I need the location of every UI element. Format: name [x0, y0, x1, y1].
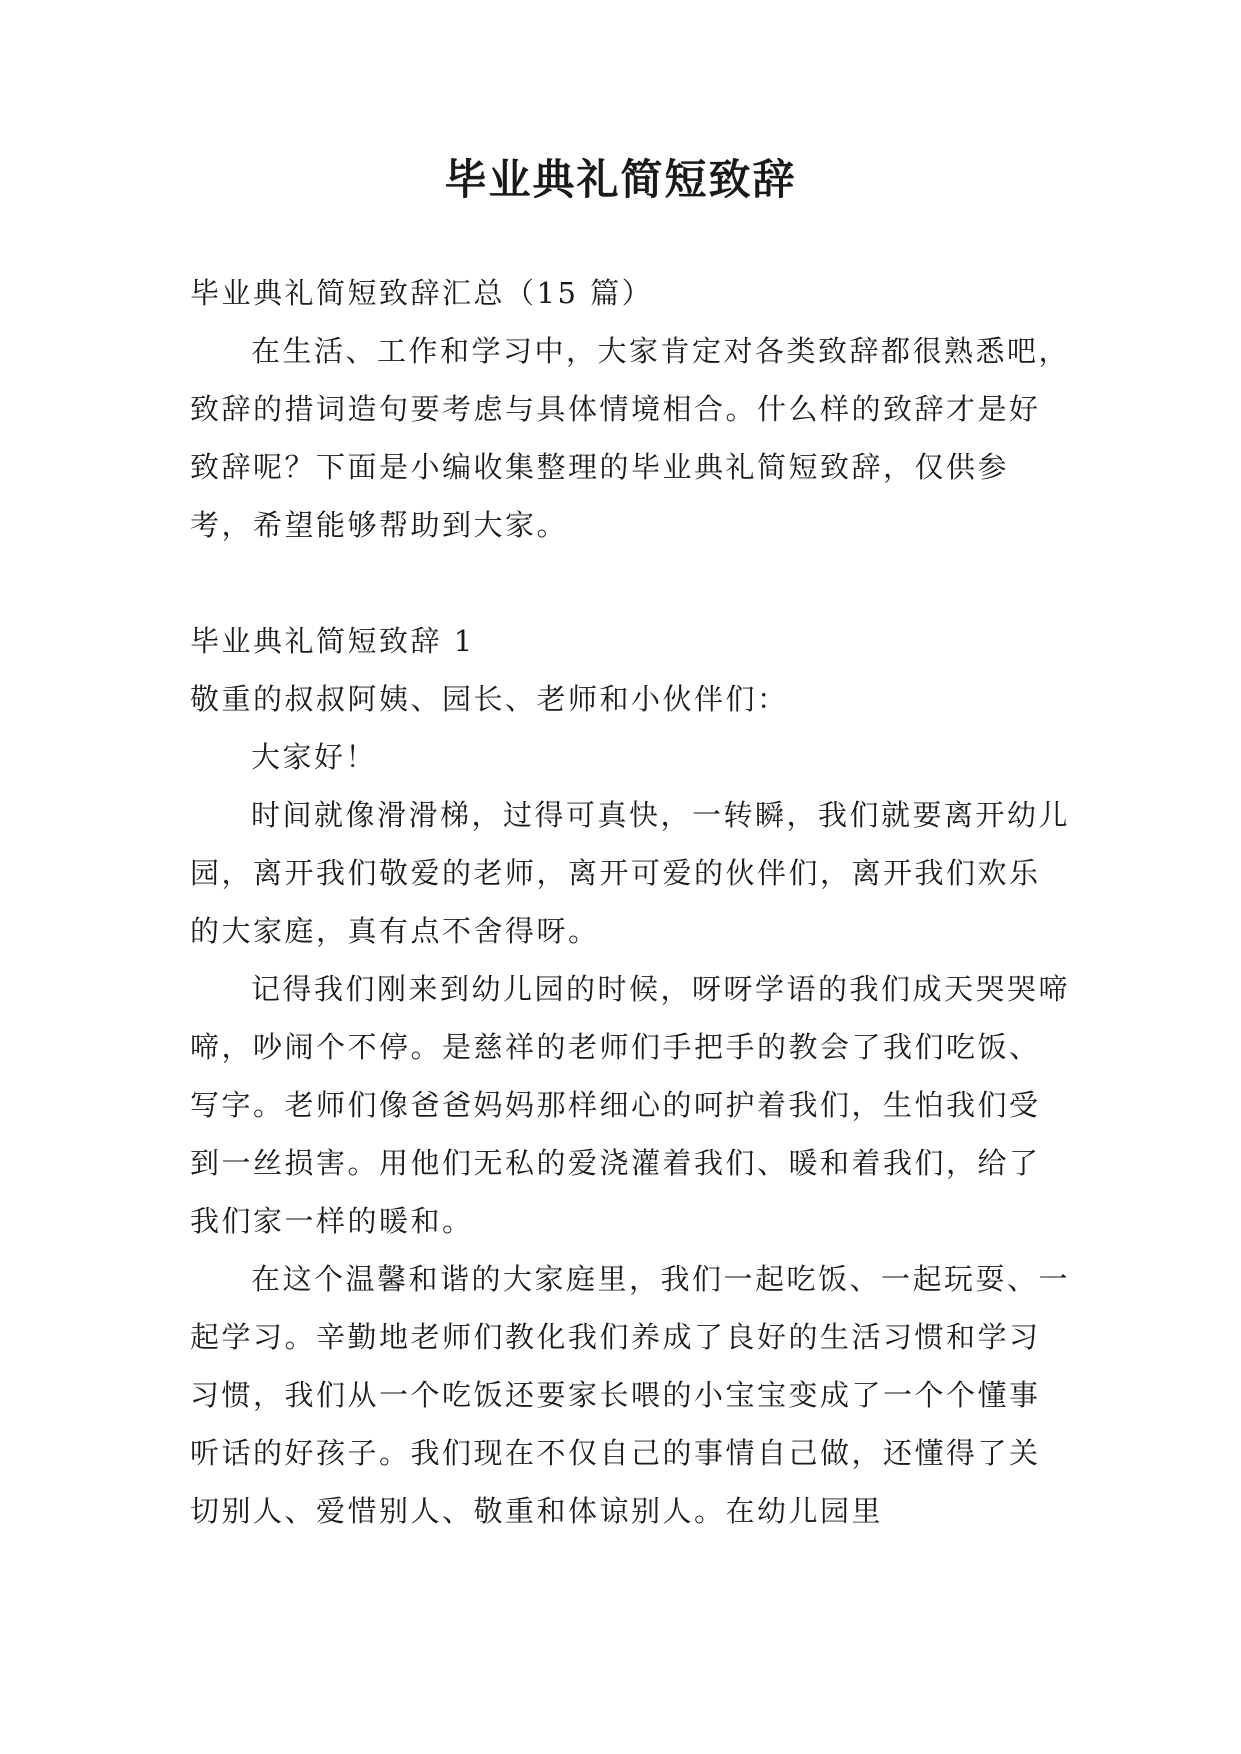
greeting: 大家好！: [251, 740, 378, 774]
body-paragraph: 记得我们刚来到幼儿园的时候，呀呀学语的我们成天哭哭啼啼，吵闹个不停。是慈祥的老师们手把手的教会了我们吃饭、写字。老师们像爸爸妈妈那样细心的呵护着我们，生怕我们受到一丝损害。用他们无私的爱浇灌着我们、暖和着我们，给了我们家一样的暖和。: [190, 972, 1071, 1238]
body-paragraph: 在这个温馨和谐的大家庭里，我们一起吃饭、一起玩耍、一起学习。辛勤地老师们教化我们养成了良好的生活习惯和学习习惯，我们从一个吃饭还要家长喂的小宝宝变成了一个个懂事听话的好孩子。我们现在不仅自己的事情自己做，还懂得了关切别人、爱惜别人、敬重和体谅别人。在幼儿园里: [190, 1262, 1071, 1528]
salutation: 敬重的叔叔阿姨、园长、老师和小伙伴们：: [190, 682, 789, 716]
intro-paragraph: 在生活、工作和学习中，大家肯定对各类致辞都很熟悉吧，致辞的措词造句要考虑与具体情境相合。什么样的致辞才是好致辞呢？下面是小编收集整理的毕业典礼简短致辞，仅供参考，希望能够帮助到大家。: [190, 334, 1071, 542]
body-paragraph: 时间就像滑滑梯，过得可真快，一转瞬，我们就要离开幼儿园，离开我们敬爱的老师，离开可爱的伙伴们，离开我们欢乐的大家庭，真有点不舍得呀。: [190, 798, 1071, 948]
document-title: 毕业典礼简短致辞: [444, 155, 797, 204]
section-heading: 毕业典礼简短致辞 1: [190, 624, 475, 658]
document-body: [190, 264, 1070, 1540]
document-subtitle: 毕业典礼简短致辞汇总（15 篇）: [190, 276, 654, 310]
section-spacer: [190, 554, 1070, 612]
